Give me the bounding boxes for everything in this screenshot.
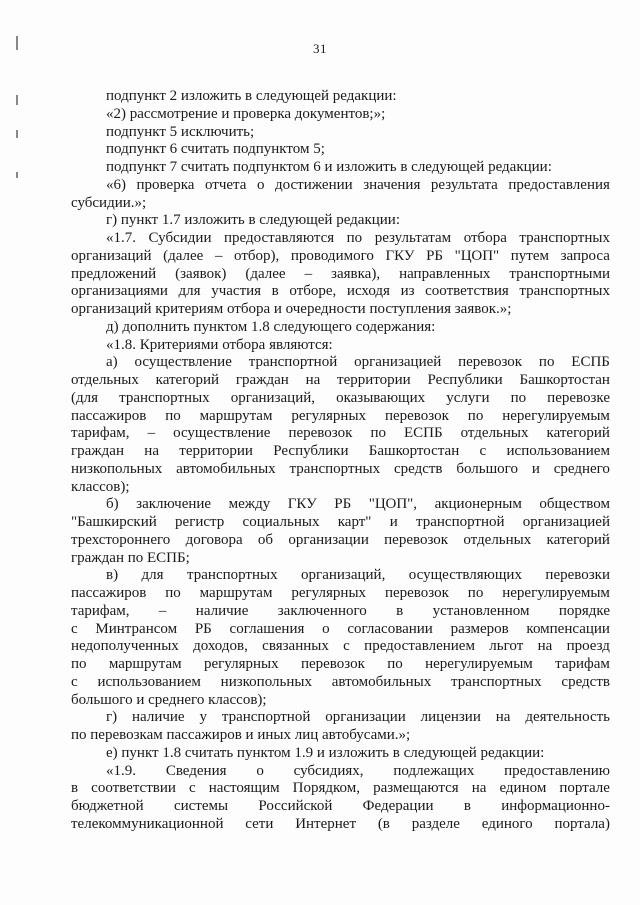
text-line: «2) рассмотрение и проверка документов;»; [106,105,386,122]
text-line: «1.8. Критериями отбора являются: [106,336,333,353]
text-line: большого и среднего классов); [71,691,267,708]
text-line: граждан на территории Республики Башкортостан с использованием [71,443,610,459]
text-line: предложений (заявок) (далее – заявка), направленных транспортными [71,265,610,282]
text-line: подпункт 7 считать подпунктом 6 и изложить в следующей редакции: [106,159,552,175]
text-line: трехстороннего договора об организации перевозок отдельных категорий [71,531,610,548]
text-line: по маршрутам регулярных перевозок по нерегулируемым тарифам [71,656,610,672]
text-line: подпункт 5 исключить; [106,123,255,140]
text-line: классов); [71,478,130,495]
text-line: низкопольных автомобильных транспортных средств большого и среднего [71,460,610,477]
text-line: подпункт 6 считать подпунктом 5; [106,141,325,158]
text-line: «1.7. Субсидии предоставляются по результатам отбора транспортных [106,230,610,246]
text-line: тарифам, – осуществление перевозок по ЕСПБ отдельных категорий [71,425,610,442]
text-line: организаций критериям отбора и очередности поступления заявок.»; [71,301,512,317]
text-line: г) наличие у транспортной организации лицензии на деятельность [106,709,610,726]
scan-edge-mark [16,130,18,138]
text-line: подпункт 2 изложить в следующей редакции: [106,88,397,104]
scan-edge-mark [16,172,18,178]
text-line: телекоммуникационной сети Интернет (в разделе единого портала) [71,815,610,832]
text-line: пассажиров по маршрутам регулярных перевозок по нерегулируемым [71,407,610,424]
text-line: г) пункт 1.7 изложить в следующей редакции: [106,212,400,229]
text-line: с использованием низкопольных автомобильных транспортных средств [71,673,610,690]
text-line: е) пункт 1.8 считать пунктом 1.9 и изложить в следующей редакции: [106,744,545,761]
text-line: «1.9. Сведения о субсидиях, подлежащих предоставлению [106,762,610,779]
text-line: субсидии.»; [71,194,147,211]
text-line: тарифам, – наличие заключенного в установленном порядке [71,602,610,619]
text-line: в) для транспортных организаций, осуществляющих перевозки [106,567,610,584]
text-line: пассажиров по маршрутам регулярных перевозок по нерегулируемым [71,585,610,601]
text-line: а) осуществление транспортной организацией перевозок по ЕСПБ [106,354,610,371]
scan-edge-mark [16,95,18,105]
text-line: «6) проверка отчета о достижении значения результата предоставления [106,176,610,193]
text-line: организациями для участия в отборе, исходя из соответствия транспортных [71,283,610,300]
text-line: "Башкирский регистр социальных карт" и транспортной организацией [71,514,610,530]
text-line: организаций (далее – отбор), проводимого ГКУ РБ "ЦОП" путем запроса [71,247,610,264]
text-line: бюджетной системы Российской Федерации в информационно- [71,798,610,814]
text-line: отдельных категорий граждан на территории Республики Башкортостан [71,372,610,388]
text-line: с Минтрансом РБ соглашения о согласовании размеров компенсации [71,620,610,637]
text-line: граждан по ЕСПБ; [71,549,190,566]
text-line: в соответствии с настоящим Порядком, размещаются на едином портале [71,780,610,797]
page-number: 31 [313,41,327,56]
text-line: по перевозкам пассажиров и иных лиц автобусами.»; [71,727,411,743]
text-line: д) дополнить пунктом 1.8 следующего содержания: [106,318,436,335]
text-line: (для транспортных организаций, оказывающих услуги по перевозке [71,389,610,406]
text-line: б) заключение между ГКУ РБ "ЦОП", акционерным обществом [106,496,610,513]
text-line: недополученных доходов, связанных с предоставлением льгот на проезд [71,638,610,655]
